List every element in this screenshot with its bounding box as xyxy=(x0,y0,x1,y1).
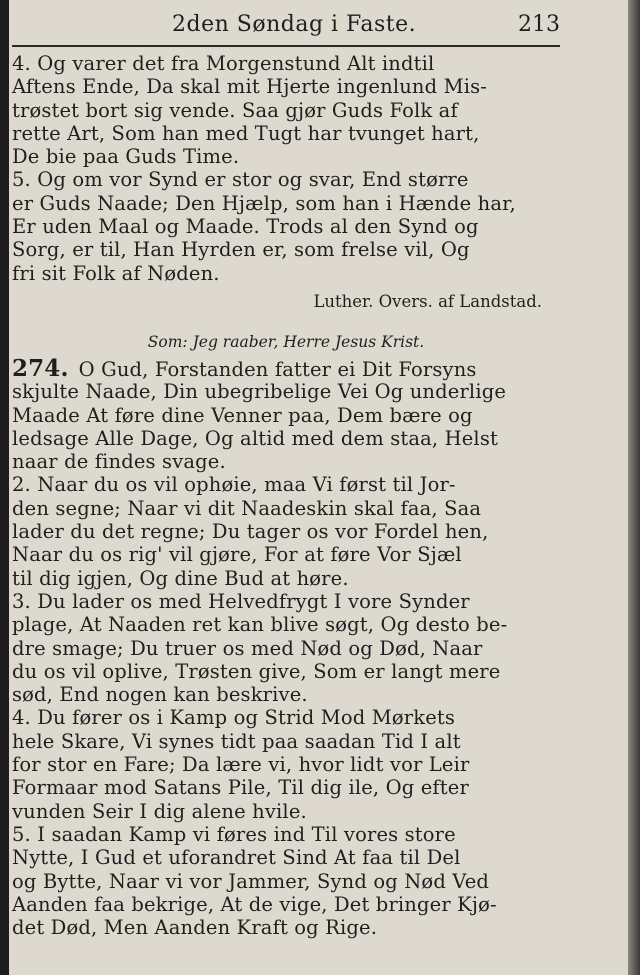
text-line: Naar du os rig' vil gjøre, For at føre Vor Sjæl xyxy=(12,543,462,567)
text-line: 5. I saadan Kamp vi føres ind Til vores store xyxy=(12,822,456,846)
text-line: 4. Og varer det fra Morgenstund Alt indtil xyxy=(12,52,435,75)
text-line: De bie paa Guds Time. xyxy=(12,145,240,169)
text-line: skjulte Naade, Din ubegribelige Vei Og underlige xyxy=(12,380,507,404)
text-line: Aftens Ende, Da skal mit Hjerte ingenlund Mis- xyxy=(12,75,488,99)
text-line: naar de findes svage. xyxy=(12,450,226,474)
text-line: 2. Naar du os vil ophøie, maa Vi først til Jor- xyxy=(12,473,456,497)
hymn-first-line xyxy=(12,354,560,382)
text-line: fri sit Folk af Nøden. xyxy=(12,261,220,285)
text-line: for stor en Fare; Da lære vi, hvor lidt vor Leir xyxy=(12,753,470,777)
text-line: 4. Du fører os i Kamp og Strid Mod Mørkets xyxy=(12,706,456,730)
text-line: rette Art, Som han med Tugt har tvunget hart, xyxy=(12,121,480,145)
page-edge-right xyxy=(628,0,640,975)
text-line: Nytte, I Gud et uforandret Sind At faa til Del xyxy=(12,846,461,870)
text-line: Maade At føre dine Venner paa, Dem bære og xyxy=(12,403,473,427)
page-edge-left xyxy=(0,0,9,975)
text-line: den segne; Naar vi dit Naadeskin skal faa, Saa xyxy=(12,496,482,520)
text-line: til dig igjen, Og dine Bud at høre. xyxy=(12,566,349,590)
text-line: dre smage; Du truer os med Nød og Død, Naar xyxy=(12,636,483,660)
text-line: sød, End nogen kan beskrive. xyxy=(12,683,308,707)
text-line: du os vil oplive, Trøsten give, Som er langt mere xyxy=(12,659,501,683)
text-line: Sorg, er til, Han Hyrden er, som frelse vil, Og xyxy=(12,238,470,262)
hymn-text xyxy=(12,52,560,939)
text-line: hele Skare, Vi synes tidt paa saadan Tid I alt xyxy=(12,729,461,753)
running-head: 2den Søndag i Faste. xyxy=(172,12,417,37)
text-line: Aanden faa bekrige, At de vige, Det bringer Kjø- xyxy=(12,892,497,916)
header-rule xyxy=(12,45,560,47)
tune-indication: Som: Jeg raaber, Herre Jesus Krist. xyxy=(147,332,425,351)
text-line: Formaar mod Satans Pile, Til dig ile, Og efter xyxy=(12,776,469,800)
text-line: lader du det regne; Du tager os vor Fordel hen, xyxy=(12,520,489,544)
hymn-attribution: Luther. Overs. af Landstad. xyxy=(313,291,542,311)
text-line: og Bytte, Naar vi vor Jammer, Synd og Nød Ved xyxy=(12,869,490,893)
text-line: Er uden Maal og Maade. Trods al den Synd og xyxy=(12,215,479,239)
first-line-text: O Gud, Forstanden fatter ei Dit Forsyns xyxy=(78,357,477,381)
text-line: ledsage Alle Dage, Og altid med dem staa, Helst xyxy=(12,426,498,450)
page-header xyxy=(12,12,560,40)
text-line: det Død, Men Aanden Kraft og Rige. xyxy=(12,916,378,940)
text-line: er Guds Naade; Den Hjælp, som han i Hænde har, xyxy=(12,191,516,215)
hymn-274 xyxy=(12,354,560,940)
text-line: plage, At Naaden ret kan blive søgt, Og desto be- xyxy=(12,613,508,637)
page-number: 213 xyxy=(518,12,560,37)
text-line: vunden Seir I dig alene hvile. xyxy=(12,799,307,823)
hymn-number: 274. xyxy=(12,354,69,382)
text-line: 5. Og om vor Synd er stor og svar, End større xyxy=(12,168,469,192)
text-line: 3. Du lader os med Helvedfrygt I vore Synder xyxy=(12,589,470,613)
previous-hymn-verses xyxy=(12,52,560,285)
text-line: trøstet bort sig vende. Saa gjør Guds Folk af xyxy=(12,98,458,122)
